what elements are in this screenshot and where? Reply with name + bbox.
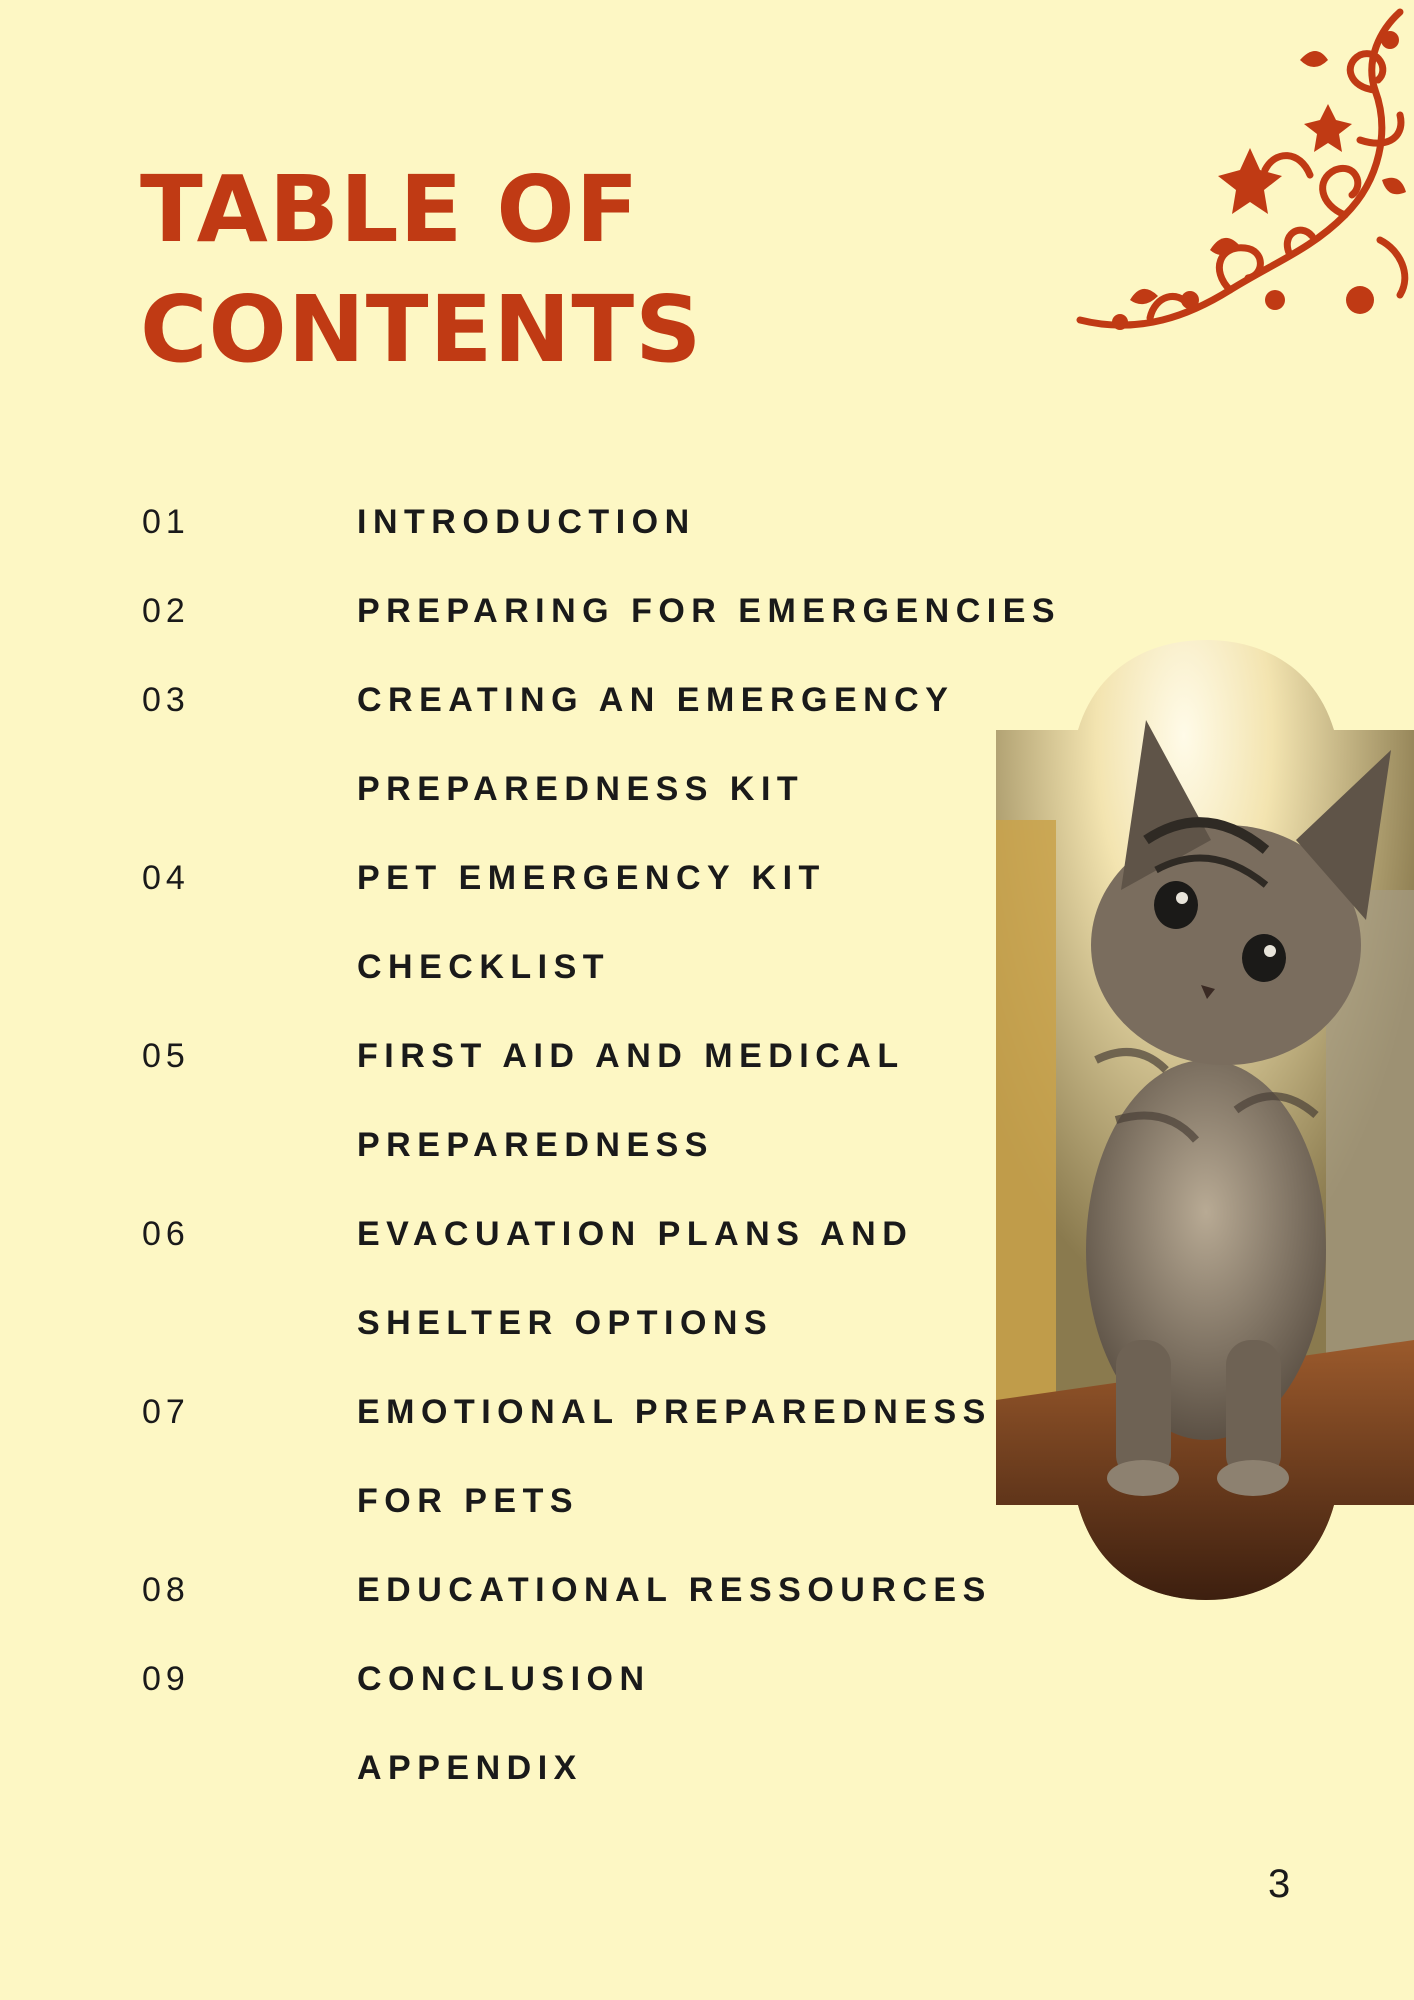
toc-entry-title[interactable]: PREPAREDNESS KIT (357, 770, 805, 808)
toc-entry-title[interactable]: PREPAREDNESS (357, 1126, 714, 1164)
title-line-2: CONTENTS (140, 276, 703, 383)
toc-entry-title[interactable]: PREPARING FOR EMERGENCIES (357, 592, 1062, 630)
toc-entry-number: 08 (142, 1571, 190, 1609)
toc-entry-number: 03 (142, 681, 190, 719)
toc-entry-number: 09 (142, 1660, 190, 1698)
toc-entry-title[interactable]: EDUCATIONAL RESSOURCES (357, 1571, 992, 1609)
toc-entry-title[interactable]: SHELTER OPTIONS (357, 1304, 774, 1342)
toc-entry-title[interactable]: CHECKLIST (357, 948, 611, 986)
toc-entry-title[interactable]: APPENDIX (357, 1749, 583, 1787)
toc-entry-title[interactable]: CONCLUSION (357, 1660, 651, 1698)
toc-entry-title[interactable]: EMOTIONAL PREPAREDNESS (357, 1393, 992, 1431)
toc-entry-title[interactable]: PET EMERGENCY KIT (357, 859, 826, 897)
toc-entry-number: 07 (142, 1393, 190, 1431)
kitten-photo (996, 640, 1414, 1600)
toc-entry-title[interactable]: FOR PETS (357, 1482, 580, 1520)
title-line-1: TABLE OF (140, 156, 640, 263)
toc-entry-number: 04 (142, 859, 190, 897)
toc-entry-number: 01 (142, 503, 190, 541)
toc-entry-number: 05 (142, 1037, 190, 1075)
toc-entry-title[interactable]: EVACUATION PLANS AND (357, 1215, 914, 1253)
toc-entry-number: 06 (142, 1215, 190, 1253)
toc-entry-title[interactable]: INTRODUCTION (357, 503, 696, 541)
toc-entry-title[interactable]: CREATING AN EMERGENCY (357, 681, 955, 719)
toc-entry-title[interactable]: FIRST AID AND MEDICAL (357, 1037, 905, 1075)
toc-entry-number: 02 (142, 592, 190, 630)
page-number: 3 (1268, 1862, 1291, 1906)
